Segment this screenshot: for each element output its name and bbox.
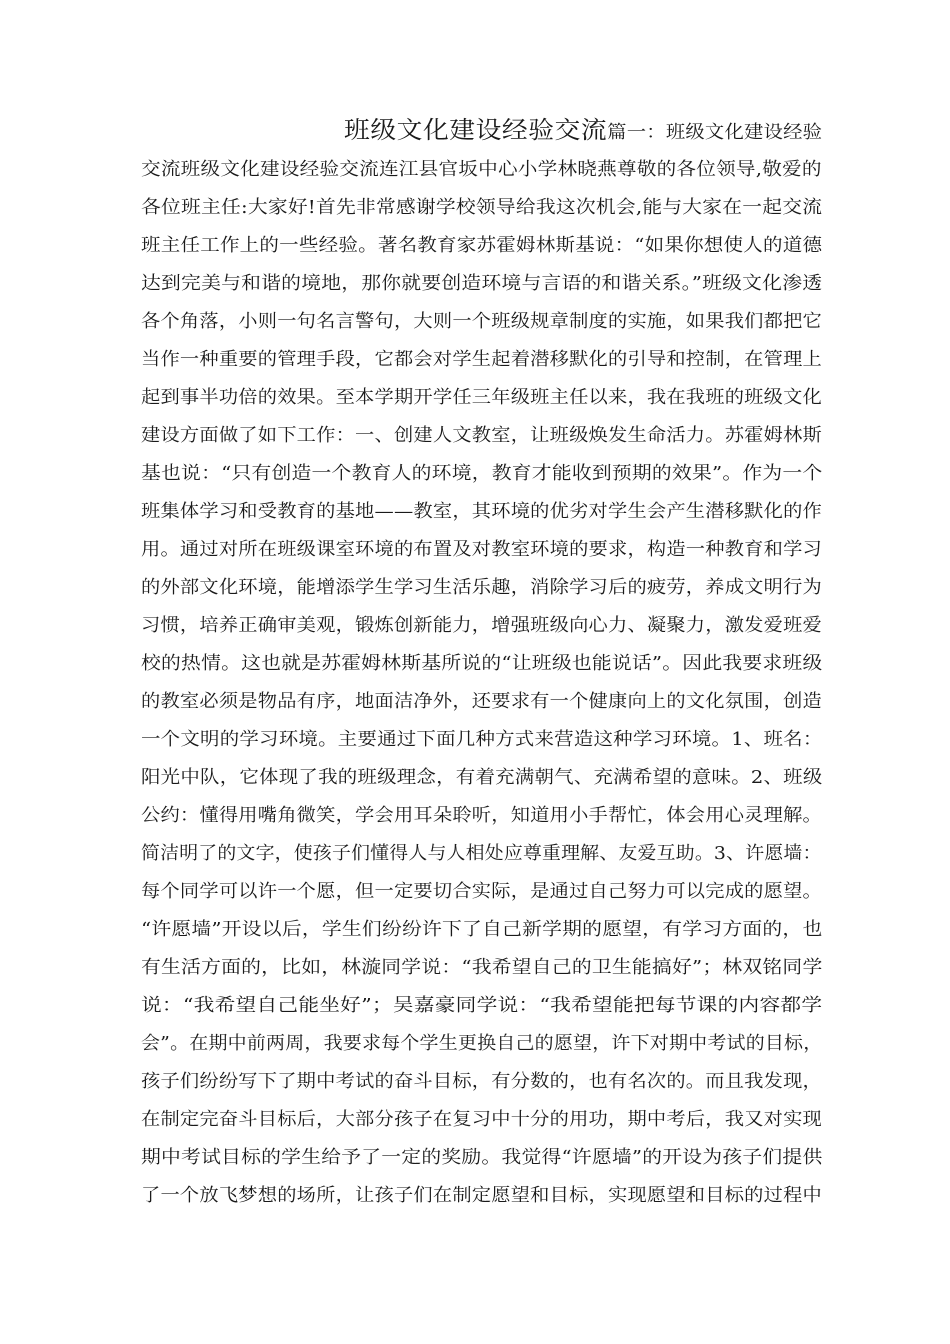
body-line: 公约：懂得用嘴角微笑，学会用耳朵聆听，知道用小手帮忙，体会用心灵理解。 bbox=[141, 805, 823, 826]
body-line: 期中考试目标的学生给予了一定的奖励。我觉得“许愿墙”的开设为孩子们提供 bbox=[141, 1147, 823, 1168]
body-line: 简洁明了的文字，使孩子们懂得人与人相处应尊重理解、友爱互助。3、许愿墙： bbox=[141, 843, 822, 864]
body-line: 班主任工作上的一些经验。著名教育家苏霍姆林斯基说：“如果你想使人的道德 bbox=[141, 235, 823, 256]
body-line: 一个文明的学习环境。主要通过下面几种方式来营造这种学习环境。1、班名： bbox=[141, 729, 823, 750]
body-line: 阳光中队，它体现了我的班级理念，有着充满朝气、充满希望的意味。2、班级 bbox=[141, 767, 823, 788]
body-line: 用。通过对所在班级课室环境的布置及对教室环境的要求，构造一种教育和学习 bbox=[141, 539, 823, 560]
body-line: 起到事半功倍的效果。至本学期开学任三年级班主任以来，我在我班的班级文化 bbox=[141, 387, 823, 408]
body-line: 基也说：“只有创造一个教育人的环境，教育才能收到预期的效果”。作为一个 bbox=[141, 463, 823, 484]
body-line: 建设方面做了如下工作：一、创建人文教室，让班级焕发生命活力。苏霍姆林斯 bbox=[141, 425, 823, 446]
body-line: 校的热情。这也就是苏霍姆林斯基所说的“让班级也能说话”。因此我要求班级 bbox=[141, 653, 823, 674]
body-line: 达到完美与和谐的境地，那你就要创造环境与言语的和谐关系。”班级文化渗透 bbox=[141, 273, 823, 294]
body-line: 交流班级文化建设经验交流连江县官坂中心小学林晓燕尊敬的各位领导,敬爱的 bbox=[141, 159, 822, 180]
body-line: 班集体学习和受教育的基地——教室，其环境的优劣对学生会产生潜移默化的作 bbox=[141, 501, 823, 522]
title-subtitle: 篇一：班级文化建设经验 bbox=[607, 122, 823, 143]
body-line: 会”。在期中前两周，我要求每个学生更换自己的愿望，许下对期中考试的目标， bbox=[141, 1033, 823, 1054]
body-line: 各位班主任:大家好!首先非常感谢学校领导给我这次机会,能与大家在一起交流 bbox=[141, 197, 823, 218]
page-title: 班级文化建设经验交流 bbox=[344, 116, 608, 144]
body-line: “许愿墙”开设以后，学生们纷纷许下了自己新学期的愿望，有学习方面的，也 bbox=[141, 919, 823, 940]
body-line: 各个角落，小则一句名言警句，大则一个班级规章制度的实施，如果我们都把它 bbox=[141, 311, 823, 332]
body-line: 孩子们纷纷写下了期中考试的奋斗目标，有分数的，也有名次的。而且我发现， bbox=[141, 1071, 823, 1092]
body-line: 了一个放飞梦想的场所，让孩子们在制定愿望和目标，实现愿望和目标的过程中 bbox=[141, 1185, 823, 1206]
body-line: 的外部文化环境，能增添学生学习生活乐趣，消除学习后的疲劳，养成文明行为 bbox=[141, 577, 823, 598]
body-line: 说：“我希望自己能坐好”；吴嘉豪同学说：“我希望能把每节课的内容都学 bbox=[141, 995, 823, 1016]
body-line: 当作一种重要的管理手段，它都会对学生起着潜移默化的引导和控制，在管理上 bbox=[141, 349, 823, 370]
body-line: 有生活方面的，比如，林漩同学说：“我希望自己的卫生能搞好”；林双铭同学 bbox=[141, 957, 823, 978]
title-line bbox=[344, 115, 822, 148]
body-line: 每个同学可以许一个愿，但一定要切合实际，是通过自己努力可以完成的愿望。 bbox=[141, 881, 823, 902]
body-line: 在制定完奋斗目标后，大部分孩子在复习中十分的用功，期中考后，我又对实现 bbox=[141, 1109, 823, 1130]
body-line: 习惯，培养正确审美观，锻炼创新能力，增强班级向心力、凝聚力，激发爱班爱 bbox=[141, 615, 823, 636]
body-line: 的教室必须是物品有序，地面洁净外，还要求有一个健康向上的文化氛围，创造 bbox=[141, 691, 823, 712]
